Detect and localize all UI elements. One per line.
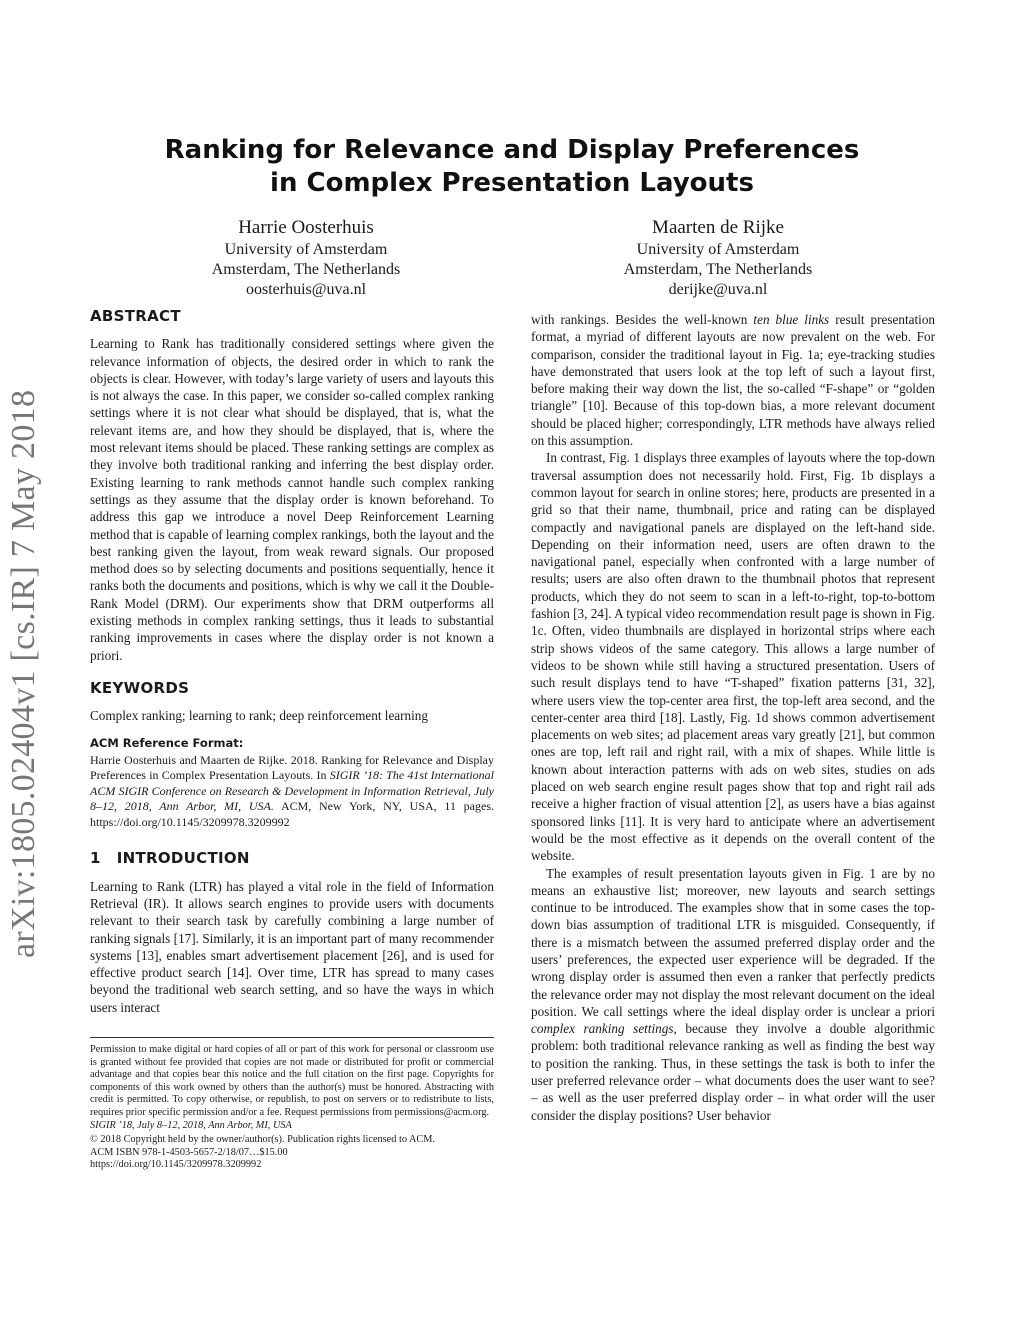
author-affiliation: University of Amsterdam: [224, 241, 388, 258]
paper-title: [150, 134, 874, 200]
emphasis: complex ranking settings: [531, 1021, 674, 1037]
footnote-venue: SIGIR ’18, July 8–12, 2018, Ann Arbor, MI, USA: [90, 1119, 292, 1131]
section-number: 1: [90, 849, 101, 868]
text-run: with rankings. Besides the well-known: [531, 312, 754, 327]
emphasis: ten blue links: [753, 312, 830, 327]
author-location: Amsterdam, The Netherlands: [211, 261, 401, 278]
acm-reference-publisher: ACM, New York, NY, USA, 11 pages. https://doi.org/10.1145/3209978.3209992: [90, 799, 494, 829]
section-title: INTRODUCTION: [116, 849, 250, 868]
arxiv-identifier: arXiv:1805.02404v1 [cs.IR] 7 May 2018: [5, 389, 42, 958]
footnote-isbn: ACM ISBN 978-1-4503-5657-2/18/07…$15.00: [90, 1146, 288, 1158]
title-line-1: Ranking for Relevance and Display Preferences: [164, 135, 860, 165]
author-email[interactable]: oosterhuis@uva.nl: [245, 281, 367, 298]
keywords-text: Complex ranking; learning to rank; deep reinforcement learning: [90, 708, 428, 724]
acm-reference-venue: SIGIR ’18: The 41st International ACM SIGIR Conference on Research & Development in Information Retrieval, July 8–12, 2018, Ann Arbor, MI, USA.: [90, 768, 494, 814]
author-location: Amsterdam, The Netherlands: [623, 261, 813, 278]
author-name: Harrie Oosterhuis: [238, 217, 374, 238]
permission-notice: Permission to make digital or hard copies of all or part of this work for personal or classroom use is granted without fee provided that copies are not made or distributed for profit or commercial advantage and that copies bear this notice and the full citation on the first page. Copyrights for components of this work owned by others than the author(s) must be honored. Abstracting with credit is permitted. To copy otherwise, or republish, to post on servers or to redistribute to lists, requires prior specific permission and/or a fee. Request permissions from permissions@acm.org.: [90, 1044, 494, 1118]
author-email[interactable]: derijke@uva.nl: [668, 281, 768, 298]
text-run: The examples of result presentation layouts given in Fig. 1 are by no means an exhaustive list; moreover, new layouts and search settings continue to be introduced. The examples show that in some cases the top-down bias assumption of traditional LTR is misguided. Consequently, if there is a mismatch between the assumed preferred display order and the users’ preferences, the expected user experience will be degraded. If the wrong display order is assumed then even a ranker that perfectly predicts the relevance order may not display the most relevant document on the ideal position. We call settings where the ideal display order is unclear a priori: [531, 865, 935, 1019]
title-line-2: in Complex Presentation Layouts: [270, 168, 754, 198]
footnote-doi[interactable]: https://doi.org/10.1145/3209978.3209992: [90, 1159, 262, 1171]
acm-reference-authors: Harrie Oosterhuis and Maarten de Rijke. 2018. Ranking for Relevance and Display Preferences in Complex Presentation Layouts. In: [90, 752, 494, 783]
author-block-2: [568, 217, 868, 300]
author-block-1: [156, 217, 456, 300]
copyright-footnote: [90, 1037, 494, 1172]
body-paragraph-1: [531, 311, 935, 449]
author-affiliation: University of Amsterdam: [636, 241, 800, 258]
body-paragraph-2: In contrast, Fig. 1 displays three examples of layouts where the top-down traversal assumption does not necessarily hold. First, Fig. 1b displays a common layout for search in online stores; here, products are presented in a grid so that their name, thumbnail, price and rating can be displayed compactly and navigational panels are displayed on the left-hand side. Depending on their information need, users are often drawn to the navigational panel, especially when confronted with a large number of results; users are also often drawn to the thumbnail photos that represent products, which they do not seem to scan in a left-to-right, top-to-bottom fashion [3, 24]. A typical video recommendation result page is shown in Fig. 1c. Often, video thumbnails are displayed in horizontal strips where each strip shows videos of the same category. This allows a large number of videos to be shown while still having a structured presentation. Users of such result displays tend to have “T-shaped” fixation patterns [31, 32], where users view the top-center area first, the top-left area second, and the center-center area third [18]. Lastly, Fig. 1d shows common advertisement placements on web sites; ad placement areas vary greatly [21], but common ones are top, left rail and right rail, with a mix of shapes. While little is known about interaction patterns with ads on web sites, studies on ads placed on web search engine result pages show that top and right rail ads receive a higher fraction of visual attention [2], as users have a bias against sponsored links [11]. It is very hard to anticipate where an advertisement would be the most effective as it depends on the overall content of the website.: [531, 450, 935, 864]
right-column: [531, 311, 935, 1124]
abstract-text: Learning to Rank has traditionally considered settings where given the relevance information of objects, the desired order in which to rank the objects is clear. However, with today’s large variety of users and layouts this is not always the case. In this paper, we consider so-called complex ranking settings where it is not clear what should be displayed, that is, what the relevant items are, and how they should be displayed, that is, where the most relevant items should be placed. These ranking settings are complex as they involve both traditional ranking and inferring the best display order. Existing learning to rank methods cannot handle such complex ranking settings as they assume that the display order is known beforehand. To address this gap we introduce a novel Deep Reinforcement Learning method that is capable of learning complex rankings, both the layout and the best ranking given the layout, from weak reward signals. Our proposed method does so by selecting documents and positions sequentially, hence it ranks both the documents and positions, which is why we call it the Double-Rank Model (DRM). Our experiments show that DRM outperforms all existing methods in complex ranking settings, thus it leads to substantial ranking improvements in cases where the display order is not known a priori.: [90, 336, 494, 663]
acm-reference-text: [90, 753, 494, 831]
introduction-paragraph: Learning to Rank (LTR) has played a vital role in the field of Information Retrieval (IR). It allows search engines to provide users with documents relevant to their search task by carefully combining a large number of ranking signals [17]. Similarly, it is an important part of many recommender systems [13], enables smart advertisement placement [26], and is used for effective product search [14]. Over time, LTR has spread to many cases beyond the traditional web search setting, and so have the ways in which users interact: [90, 878, 494, 1015]
abstract-heading: ABSTRACT: [90, 307, 181, 325]
acm-reference-heading: ACM Reference Format:: [90, 735, 244, 750]
left-column: [90, 308, 494, 1016]
footnote-copyright: © 2018 Copyright held by the owner/author(s). Publication rights licensed to ACM.: [90, 1134, 436, 1146]
body-paragraph-3: [531, 865, 935, 1124]
author-name: Maarten de Rijke: [652, 217, 784, 238]
keywords-heading: KEYWORDS: [90, 678, 190, 697]
text-run: result presentation format, a myriad of different layouts are now prevalent on the web. For comparison, consider the traditional layout in Fig. 1a; eye-tracking studies have demonstrated that users look at the top left of such a layout first, before making their way down the list, the so-called “F-shape” or “golden triangle” [10]. Because of this top-down bias, a more relevant document should be placed higher; correspondingly, LTR methods have always relied on this assumption.: [531, 312, 936, 449]
introduction-heading: [90, 850, 494, 867]
text-run: , because they involve a double algorithmic problem: both traditional relevance ranking as well as finding the best way to position the ranking. Thus, in these settings the task is both to infer the user preferred relevance order – what documents does the user want to see? – as well as the user preferred display order – in what order will the user consider the display positions? User behavior: [531, 1021, 935, 1123]
